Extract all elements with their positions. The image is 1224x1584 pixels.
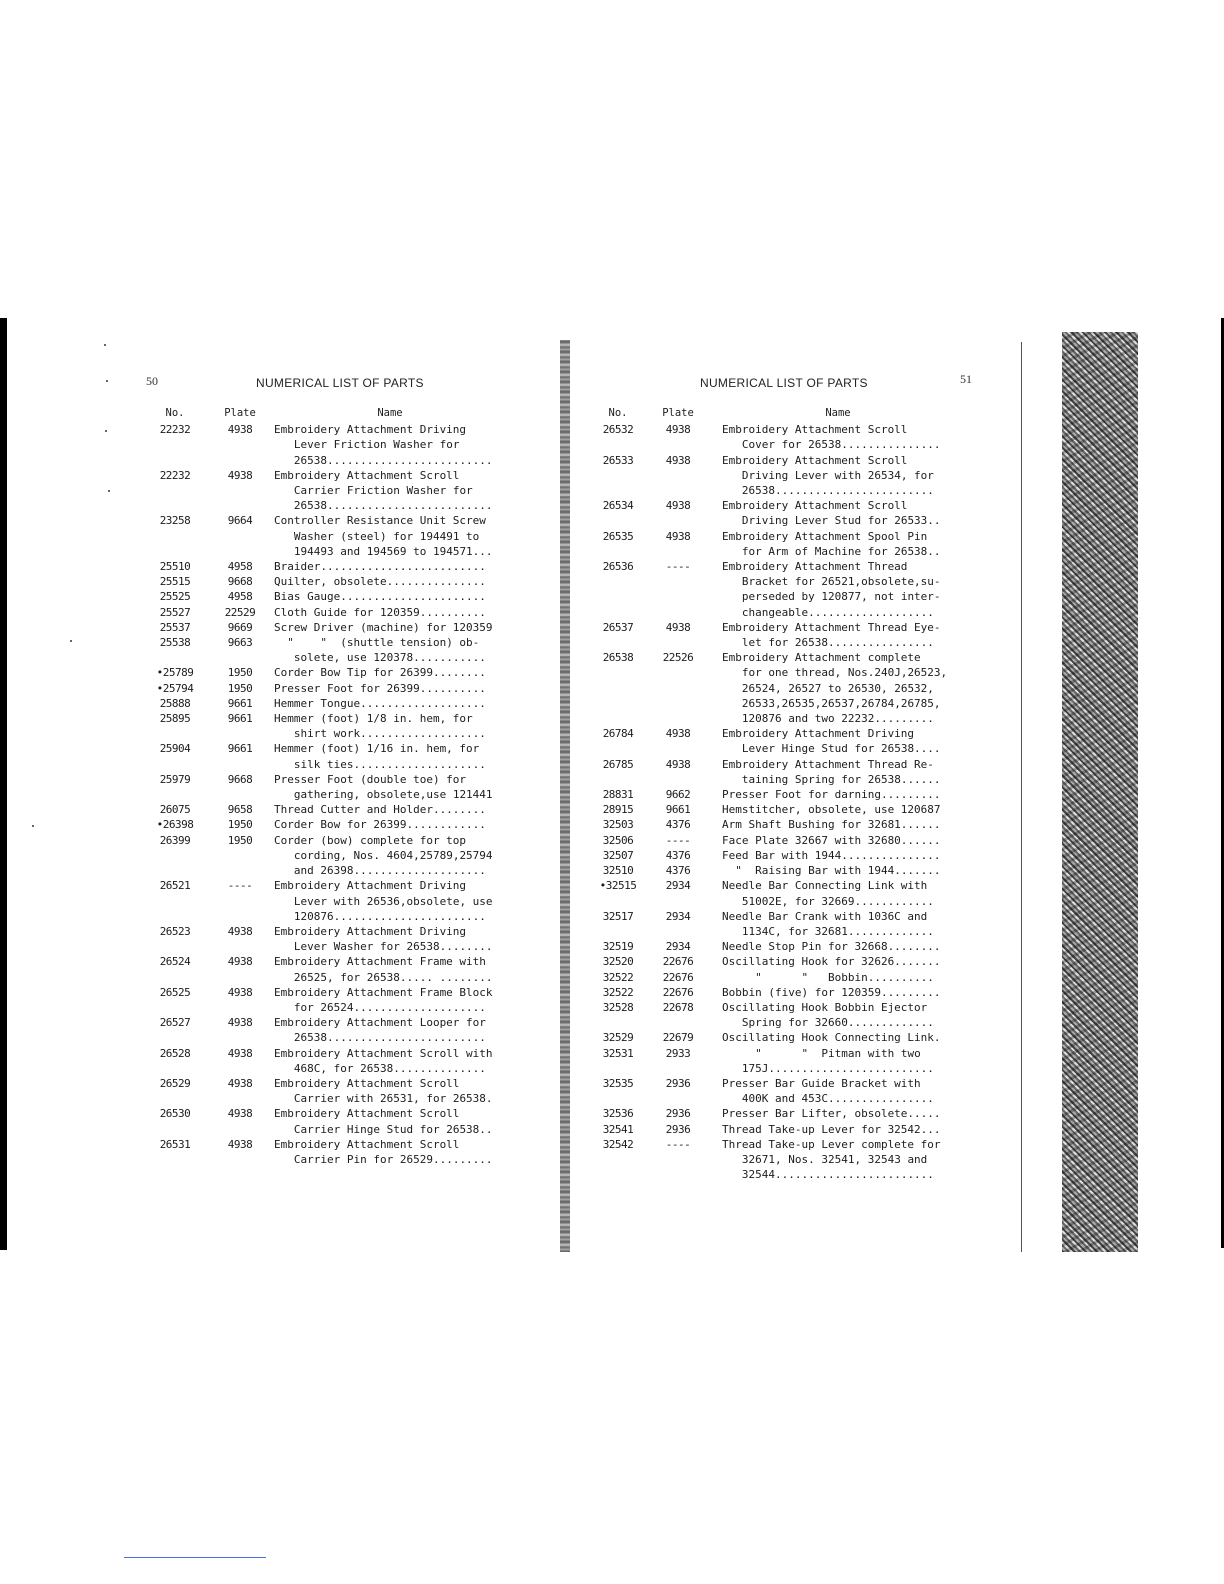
part-number: 32528 <box>602 1000 634 1014</box>
part-name <box>718 1106 958 1121</box>
column-header-no: No. <box>165 407 185 419</box>
part-name-text: " " (shuttle tension) ob- solete, use 120378........... <box>287 636 486 665</box>
part-name <box>718 787 958 802</box>
parts-table-body <box>598 422 958 1182</box>
table-header-row <box>598 406 958 422</box>
part-name <box>718 1122 958 1137</box>
part-name <box>270 635 510 665</box>
part-name-text: Face Plate 32667 with 32680...... <box>722 833 941 847</box>
table-row <box>140 589 510 604</box>
part-name-text: Presser Foot (double toe) for gathering, obsolete,use 121441 <box>274 772 493 802</box>
part-name <box>718 1030 958 1045</box>
part-number: 32522 <box>602 970 634 984</box>
part-number: 32506 <box>602 833 634 847</box>
part-name <box>718 863 958 878</box>
part-name-text: Controller Resistance Unit Screw Washer (steel) for 194491 to 194493 and 194569 to 194571... <box>274 514 493 558</box>
table-row <box>140 513 510 559</box>
page-edge-line <box>1021 342 1022 1252</box>
part-name-text: Embroidery Attachment Scroll Driving Lever with 26534, for 26538........................ <box>722 453 934 498</box>
table-row <box>140 711 510 741</box>
part-name <box>270 954 510 984</box>
plate-number: ---- <box>665 560 691 574</box>
part-name <box>718 878 958 908</box>
part-name-text: Hemmer Tongue................... <box>274 696 486 710</box>
parts-table <box>598 406 958 1182</box>
part-name-text: Hemmer (foot) 1/8 in. hem, for shirt work................... <box>274 712 486 741</box>
page-number: 51 <box>960 372 972 386</box>
part-name-text: Presser Bar Lifter, obsolete..... <box>722 1107 941 1121</box>
plate-number: 2934 <box>665 879 691 893</box>
plate-number: 22676 <box>662 970 694 984</box>
part-number: 26525 <box>159 985 191 999</box>
part-number: 26524 <box>159 955 191 969</box>
part-name <box>270 605 510 620</box>
table-row <box>598 939 958 954</box>
part-number: 32542 <box>602 1137 634 1151</box>
part-name-text: Embroidery Attachment Thread Eye- let for 26538................ <box>722 620 941 650</box>
plate-number: 1950 <box>227 681 253 695</box>
page-title: NUMERICAL LIST OF PARTS <box>256 376 424 390</box>
plate-number: 2936 <box>665 1122 691 1136</box>
part-name-text: Embroidery Attachment Looper for 26538........................ <box>274 1016 486 1045</box>
part-number: 25510 <box>159 560 191 574</box>
part-name <box>718 757 958 787</box>
part-number: 32541 <box>602 1122 634 1136</box>
part-number: 26533 <box>602 453 634 467</box>
table-row <box>140 954 510 984</box>
plate-number: 4938 <box>227 985 253 999</box>
part-name-text: Embroidery Attachment Frame with 26525, for 26538..... ........ <box>274 955 493 984</box>
table-row <box>598 833 958 848</box>
part-number: 26785 <box>602 757 634 771</box>
part-number: 26532 <box>602 423 634 437</box>
part-name-text: Embroidery Attachment Scroll Cover for 26538............... <box>722 423 941 452</box>
part-name <box>718 650 958 726</box>
plate-number: ---- <box>665 833 691 847</box>
part-name-text: Embroidery Attachment Driving Lever Hinge Stud for 26538.... <box>722 727 941 756</box>
table-row <box>598 1122 958 1137</box>
part-name <box>270 833 510 879</box>
part-name-text: Cloth Guide for 120359.......... <box>274 605 486 619</box>
part-name <box>718 559 958 620</box>
part-name-text: Oscillating Hook Connecting Link. <box>722 1031 941 1045</box>
part-name-text: Embroidery Attachment Scroll Driving Lever Stud for 26533.. <box>722 499 941 528</box>
plate-number: 2934 <box>665 940 691 954</box>
plate-number: 1950 <box>227 833 253 847</box>
plate-number: 1950 <box>227 666 253 680</box>
table-row <box>140 620 510 635</box>
plate-number: 4938 <box>227 955 253 969</box>
part-name <box>718 726 958 756</box>
part-number: 26527 <box>159 1016 191 1030</box>
table-row <box>598 985 958 1000</box>
plate-number: 9663 <box>227 636 253 650</box>
table-row <box>598 863 958 878</box>
book-gutter <box>560 340 570 1252</box>
table-row <box>140 924 510 954</box>
part-name <box>718 909 958 939</box>
part-name-text: Embroidery Attachment Thread Re- taining Spring for 26538...... <box>722 757 941 786</box>
table-row <box>598 878 958 908</box>
plate-number: 4938 <box>665 453 691 467</box>
part-name-text: Needle Bar Connecting Link with 51002E, for 32669............ <box>722 879 934 908</box>
scan-specks <box>100 340 120 840</box>
part-name-text: Thread Take-up Lever complete for 32671, Nos. 32541, 32543 and 32544........................ <box>722 1137 941 1182</box>
part-number: •25794 <box>156 681 194 695</box>
part-name <box>270 574 510 589</box>
part-number: 32519 <box>602 940 634 954</box>
part-name <box>270 620 510 635</box>
table-row <box>598 757 958 787</box>
part-number: 32535 <box>602 1076 634 1090</box>
plate-number: 9669 <box>227 620 253 634</box>
table-row <box>598 1076 958 1106</box>
part-name-text: Embroidery Attachment complete for one thread, Nos.240J,26523, 26524, 26527 to 26530, 26532, 26533,26535,26537,26784,26785, 120876 and two 22232......... <box>722 651 948 726</box>
plate-number: 22526 <box>662 651 694 665</box>
part-name <box>270 1015 510 1045</box>
table-row <box>140 681 510 696</box>
part-number: 22232 <box>159 468 191 482</box>
plate-number: 2936 <box>665 1076 691 1090</box>
part-name <box>718 620 958 650</box>
table-row <box>598 1106 958 1121</box>
plate-number: 4938 <box>227 1107 253 1121</box>
part-name <box>270 924 510 954</box>
part-name <box>718 1137 958 1183</box>
parts-table <box>140 406 510 1167</box>
part-name-text: Bobbin (five) for 120359......... <box>722 985 941 999</box>
part-name <box>718 1046 958 1076</box>
part-name-text: Presser Foot for 26399.......... <box>274 681 486 695</box>
table-row <box>140 817 510 832</box>
part-name-text: Thread Take-up Lever for 32542... <box>722 1122 941 1136</box>
part-number: 28831 <box>602 788 634 802</box>
plate-number: 22679 <box>662 1031 694 1045</box>
table-row <box>598 726 958 756</box>
part-name-text: " " Bobbin.......... <box>722 970 934 984</box>
table-row <box>140 741 510 771</box>
part-name-text: Embroidery Attachment Scroll with 468C, for 26538.............. <box>274 1046 493 1075</box>
part-number: 32510 <box>602 864 634 878</box>
table-row <box>598 559 958 620</box>
part-number: 25515 <box>159 575 191 589</box>
part-name-text: Corder Bow for 26399............ <box>274 818 486 832</box>
column-header-plate: Plate <box>662 407 694 419</box>
scan-left-border <box>0 318 7 1250</box>
part-name-text: Embroidery Attachment Scroll Carrier Friction Washer for 26538......................... <box>274 468 493 513</box>
plate-number: 9661 <box>665 803 691 817</box>
part-number: 23258 <box>159 514 191 528</box>
part-name <box>718 985 958 1000</box>
part-name <box>718 453 958 499</box>
part-name-text: Embroidery Attachment Scroll Carrier with 26531, for 26538. <box>274 1076 493 1106</box>
plate-number: 4376 <box>665 848 691 862</box>
part-name <box>270 878 510 924</box>
part-name <box>270 589 510 604</box>
plate-number: 4938 <box>665 499 691 513</box>
table-row <box>598 1000 958 1030</box>
plate-number: 9661 <box>227 696 253 710</box>
part-name-text: Screw Driver (machine) for 120359 <box>274 620 493 634</box>
table-row <box>598 1030 958 1045</box>
part-name-text: Bias Gauge...................... <box>274 590 486 604</box>
plate-number: 9662 <box>665 788 691 802</box>
part-name-text: Embroidery Attachment Thread Bracket for 26521,obsolete,su- perseded by 120877, not inter- changeable................... <box>722 560 941 619</box>
part-name <box>270 681 510 696</box>
part-name-text: Corder (bow) complete for top cording, Nos. 4604,25789,25794 and 26398.................... <box>274 833 493 878</box>
part-number: 25527 <box>159 605 191 619</box>
part-name-text: Braider......................... <box>274 560 486 574</box>
part-name-text: Quilter, obsolete............... <box>274 575 486 589</box>
part-number: 26534 <box>602 499 634 513</box>
plate-number: 9658 <box>227 803 253 817</box>
table-row <box>598 802 958 817</box>
table-row <box>598 848 958 863</box>
part-number: 26535 <box>602 529 634 543</box>
plate-number: ---- <box>665 1137 691 1151</box>
plate-number: 9668 <box>227 575 253 589</box>
part-number: 25537 <box>159 620 191 634</box>
part-name <box>718 939 958 954</box>
part-name <box>270 665 510 680</box>
table-row <box>140 1046 510 1076</box>
column-header-no: No. <box>608 407 628 419</box>
part-name-text: Needle Stop Pin for 32668........ <box>722 940 941 954</box>
column-header-name: Name <box>377 407 403 419</box>
plate-number: 4938 <box>227 1016 253 1030</box>
part-name <box>270 422 510 468</box>
table-row <box>140 468 510 514</box>
part-name-text: Embroidery Attachment Scroll Carrier Pin for 26529......... <box>274 1137 493 1166</box>
part-name <box>270 1076 510 1106</box>
footer-underline <box>124 1557 266 1558</box>
part-name <box>270 802 510 817</box>
plate-number: 4938 <box>665 757 691 771</box>
part-number: 32517 <box>602 909 634 923</box>
plate-number: 4938 <box>227 1076 253 1090</box>
part-name <box>718 970 958 985</box>
plate-number: 2933 <box>665 1046 691 1060</box>
table-row <box>598 529 958 559</box>
plate-number: 9668 <box>227 772 253 786</box>
part-number: 22232 <box>159 423 191 437</box>
plate-number: 4938 <box>227 1137 253 1151</box>
part-name <box>270 559 510 574</box>
page-number: 50 <box>146 374 158 388</box>
part-name-text: Hemstitcher, obsolete, use 120687 <box>722 803 941 817</box>
part-number: 26537 <box>602 620 634 634</box>
part-number: 32529 <box>602 1031 634 1045</box>
table-row <box>140 605 510 620</box>
part-name-text: Thread Cutter and Holder........ <box>274 803 486 817</box>
plate-number: 4938 <box>227 1046 253 1060</box>
part-name-text: Oscillating Hook Bobbin Ejector Spring for 32660............. <box>722 1000 934 1030</box>
table-row <box>140 665 510 680</box>
part-name <box>270 696 510 711</box>
part-name-text: Presser Foot for darning......... <box>722 788 941 802</box>
part-name-text: Presser Bar Guide Bracket with 400K and 453C................ <box>722 1076 934 1106</box>
part-name <box>270 985 510 1015</box>
plate-number: 22678 <box>662 1000 694 1014</box>
table-row <box>140 1015 510 1045</box>
plate-number: 4958 <box>227 590 253 604</box>
table-row <box>598 620 958 650</box>
part-name-text: Needle Bar Crank with 1036C and 1134C, for 32681............. <box>722 909 934 938</box>
plate-number: 4938 <box>227 468 253 482</box>
table-row <box>140 422 510 468</box>
part-number: •32515 <box>599 879 637 893</box>
table-row <box>598 650 958 726</box>
part-name <box>270 513 510 559</box>
part-name <box>718 1000 958 1030</box>
table-row <box>140 878 510 924</box>
part-name <box>270 817 510 832</box>
table-row <box>140 1106 510 1136</box>
part-number: 32522 <box>602 985 634 999</box>
part-number: •25789 <box>156 666 194 680</box>
part-number: 25538 <box>159 636 191 650</box>
part-number: 26521 <box>159 879 191 893</box>
part-number: 26784 <box>602 727 634 741</box>
part-number: 26523 <box>159 924 191 938</box>
page-title: NUMERICAL LIST OF PARTS <box>700 376 868 390</box>
part-name-text: Oscillating Hook for 32626....... <box>722 955 941 969</box>
table-row <box>598 453 958 499</box>
table-row <box>598 498 958 528</box>
table-header-row <box>140 406 510 422</box>
table-row <box>140 635 510 665</box>
table-row <box>598 787 958 802</box>
part-name-text: Embroidery Attachment Driving Lever Washer for 26538........ <box>274 924 493 954</box>
table-row <box>140 1076 510 1106</box>
part-number: 28915 <box>602 803 634 817</box>
part-name <box>270 772 510 802</box>
part-name-text: Embroidery Attachment Driving Lever with 26536,obsolete, use 120876....................... <box>274 879 493 923</box>
part-name <box>270 1046 510 1076</box>
part-name-text: " " Pitman with two 175J......................... <box>741 1046 934 1075</box>
column-header-name: Name <box>825 407 851 419</box>
part-name <box>718 817 958 832</box>
plate-number: 4938 <box>665 620 691 634</box>
part-name <box>718 848 958 863</box>
parts-table-body <box>140 422 510 1167</box>
part-name <box>270 1137 510 1167</box>
table-row <box>140 574 510 589</box>
table-row <box>140 1137 510 1167</box>
part-name <box>718 1076 958 1106</box>
plate-number: 22676 <box>662 985 694 999</box>
part-number: 26528 <box>159 1046 191 1060</box>
part-number: 26399 <box>159 833 191 847</box>
table-row <box>140 696 510 711</box>
part-number: •26398 <box>156 818 194 832</box>
plate-number: 22529 <box>224 605 256 619</box>
plate-number: 1950 <box>227 818 253 832</box>
part-number: 25904 <box>159 742 191 756</box>
plate-number: 9661 <box>227 742 253 756</box>
part-name <box>718 422 958 452</box>
part-name-text: Embroidery Attachment Driving Lever Friction Washer for 26538......................... <box>274 423 493 467</box>
part-name <box>270 468 510 514</box>
part-name <box>270 741 510 771</box>
part-number: 26075 <box>159 803 191 817</box>
part-number: 25888 <box>159 696 191 710</box>
part-name <box>718 802 958 817</box>
part-name-text: Corder Bow Tip for 26399........ <box>274 666 486 680</box>
part-number: 32507 <box>602 848 634 862</box>
part-number: 25895 <box>159 712 191 726</box>
plate-number: 4938 <box>665 529 691 543</box>
plate-number: ---- <box>227 879 253 893</box>
part-name <box>718 833 958 848</box>
part-number: 32520 <box>602 955 634 969</box>
book-edge-texture <box>1062 332 1138 1252</box>
table-row <box>598 1046 958 1076</box>
part-name <box>270 1106 510 1136</box>
part-number: 26536 <box>602 560 634 574</box>
table-row <box>598 954 958 969</box>
part-name-text: Embroidery Attachment Frame Block for 26524.................... <box>274 985 493 1014</box>
plate-number: 2936 <box>665 1107 691 1121</box>
part-name-text: Hemmer (foot) 1/16 in. hem, for silk ties.................... <box>274 742 486 771</box>
part-number: 26530 <box>159 1107 191 1121</box>
part-name-text: " Raising Bar with 1944....... <box>722 864 941 878</box>
table-row <box>140 833 510 879</box>
table-row <box>140 559 510 574</box>
part-name <box>718 529 958 559</box>
plate-number: 9664 <box>227 514 253 528</box>
table-row <box>598 970 958 985</box>
table-row <box>598 909 958 939</box>
part-number: 25525 <box>159 590 191 604</box>
part-name-text: Feed Bar with 1944............... <box>722 848 941 862</box>
part-name <box>718 498 958 528</box>
plate-number: 2934 <box>665 909 691 923</box>
part-name <box>270 711 510 741</box>
plate-number: 4938 <box>665 727 691 741</box>
plate-number: 4958 <box>227 560 253 574</box>
column-header-plate: Plate <box>224 407 256 419</box>
plate-number: 9661 <box>227 712 253 726</box>
part-number: 32536 <box>602 1107 634 1121</box>
table-row <box>140 985 510 1015</box>
plate-number: 4938 <box>227 924 253 938</box>
table-row <box>598 817 958 832</box>
part-number: 26531 <box>159 1137 191 1151</box>
plate-number: 22676 <box>662 955 694 969</box>
part-number: 25979 <box>159 772 191 786</box>
part-name-text: Embroidery Attachment Spool Pin for Arm of Machine for 26538.. <box>722 529 941 558</box>
part-name-text: Embroidery Attachment Scroll Carrier Hinge Stud for 26538.. <box>274 1107 493 1136</box>
part-number: 26529 <box>159 1076 191 1090</box>
table-row <box>140 772 510 802</box>
plate-number: 4938 <box>665 423 691 437</box>
plate-number: 4376 <box>665 864 691 878</box>
part-name-text: Arm Shaft Bushing for 32681...... <box>722 818 941 832</box>
plate-number: 4938 <box>227 423 253 437</box>
part-number: 32531 <box>602 1046 634 1060</box>
table-row <box>598 422 958 452</box>
part-name <box>718 954 958 969</box>
table-row <box>598 1137 958 1183</box>
table-row <box>140 802 510 817</box>
plate-number: 4376 <box>665 818 691 832</box>
part-number: 26538 <box>602 651 634 665</box>
part-number: 32503 <box>602 818 634 832</box>
